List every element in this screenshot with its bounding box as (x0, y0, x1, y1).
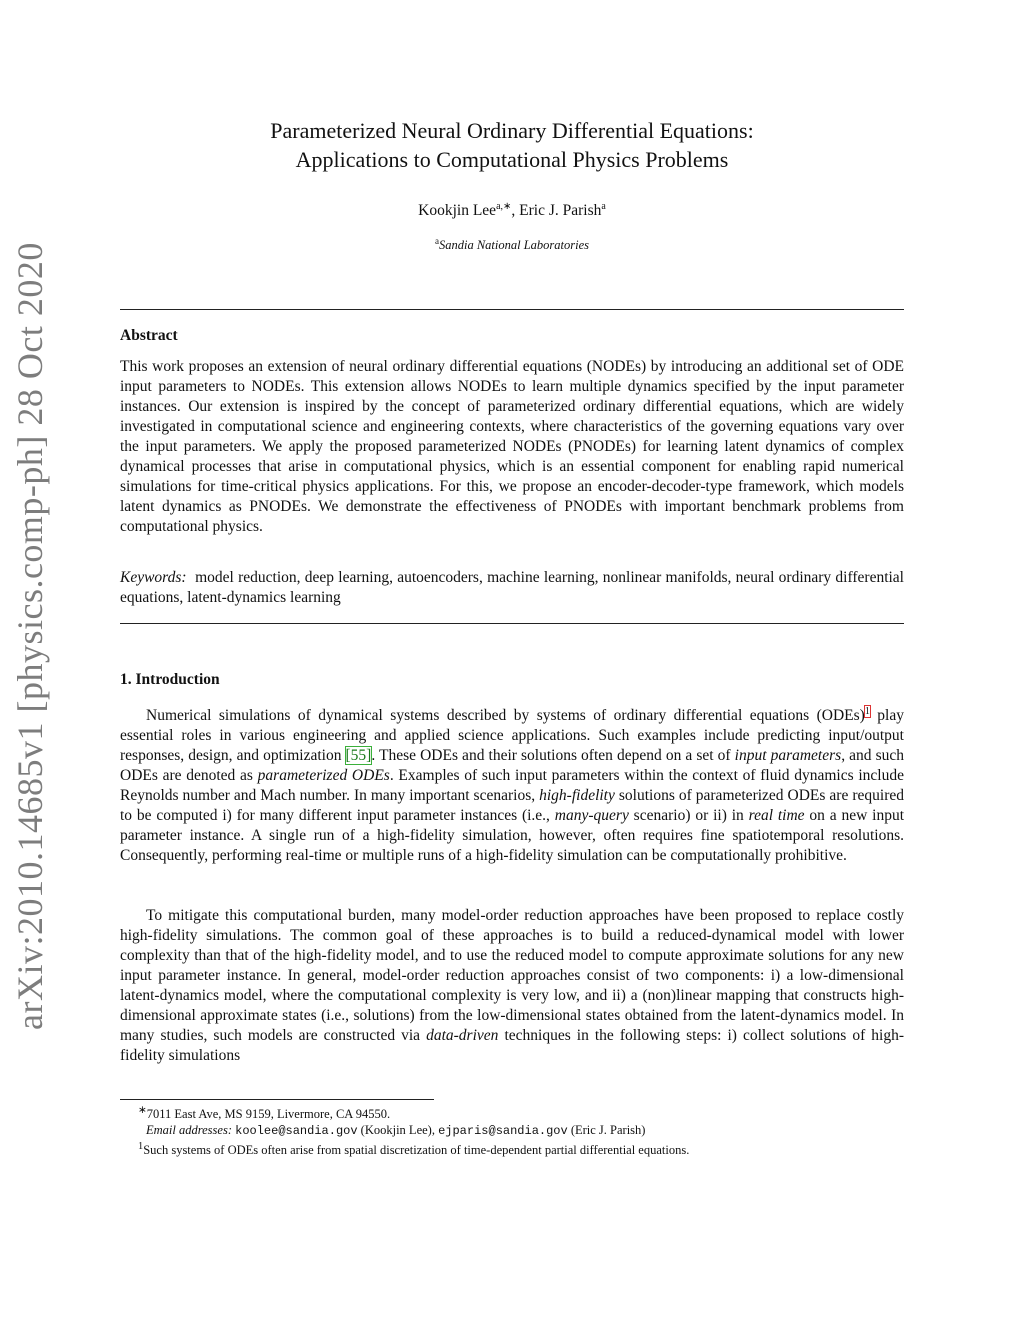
keywords (120, 568, 904, 608)
p1-emph-parameterized-odes: parameterized ODEs (257, 767, 390, 784)
abstract-top-rule (120, 309, 904, 310)
p1-text-e: . Examples of such input parameters within the context of fluid dynamics include Reynolds number and Mach number. In many important scenarios, (120, 767, 904, 804)
affiliation-mark: a (434, 236, 439, 246)
author-list (120, 201, 904, 220)
author-lee: Kookjin Lee (418, 202, 497, 220)
abstract-heading: Abstract (120, 327, 178, 344)
email-parish-link[interactable]: ejparis@sandia.gov (438, 1124, 568, 1139)
footnote-1-mark: 1 (138, 1141, 144, 1153)
keywords-label: Keywords: (120, 569, 187, 586)
p1-text-h: on a new input parameter instance. A single run of a high-fidelity simulation, however, often requires fine spatiotemporal resolutions. Consequently, performing real-time or multiple runs of a high-fidelity simulation can be computationally prohibitive. (120, 807, 904, 864)
p1-text-f: solutions of parameterized ODEs are required to be computed i) for many different input parameter instances (i.e., (120, 787, 904, 824)
p2-text-b: techniques in the following steps: i) collect solutions of high-fidelity simulations (120, 1027, 904, 1064)
email-lee-name: (Kookjin Lee), (357, 1123, 439, 1138)
author-parish: Eric J. Parish (519, 202, 602, 220)
email-label: Email addresses: (146, 1123, 232, 1138)
p1-text-d: , and such ODEs are denoted as (120, 747, 905, 784)
keywords-text: model reduction, deep learning, autoencoders, machine learning, nonlinear manifolds, neural ordinary differential equations, latent-dynamics learning (120, 569, 904, 606)
intro-paragraph-1 (120, 706, 904, 866)
footnote-star-mark: ∗ (138, 1105, 147, 1116)
p1-text-c: . These ODEs and their solutions often depend on a set of (371, 747, 735, 764)
footnote-1 (120, 1139, 904, 1158)
footnote-rule (120, 1099, 434, 1100)
email-lee-link[interactable]: koolee@sandia.gov (235, 1124, 358, 1139)
abstract-bottom-rule (120, 623, 904, 624)
author-separator: , (511, 202, 520, 220)
email-parish-name: (Eric J. Parish) (567, 1123, 646, 1138)
section-1-heading: 1. Introduction (120, 671, 220, 688)
arxiv-identifier: arXiv:2010.14685v1 [physics.comp-ph] 28 Oct 2020 (10, 242, 50, 1030)
footnote-corresponding-author (120, 1103, 904, 1122)
footnote-1-text: Such systems of ODEs often arise from spatial discretization of time-dependent partial differential equations. (143, 1143, 690, 1158)
affiliation (120, 236, 904, 253)
p2-emph-data-driven: data-driven (426, 1027, 499, 1044)
abstract-text: This work proposes an extension of neural ordinary differential equations (NODEs) by introducing an additional set of ODE input parameters to NODEs. This extension allows NODEs to learn multiple dynamics specified by the input parameter instances. Our extension is inspired by the concept of parameterized ordinary differential equations, which are widely investigated in computational science and engineering contexts, where characteristics of the governing equations vary over the input parameters. We apply the proposed parameterized NODEs (PNODEs) for learning latent dynamics of complex dynamical processes that arise in computational physics, which is an essential component for enabling rapid numerical simulations for time-critical physics applications. For this, we propose an encoder-decoder-type framework, which models latent dynamics as PNODEs. We demonstrate the effectiveness of PNODEs with important benchmark problems from computational physics. (120, 358, 904, 535)
p1-emph-input-parameters: input parameters (734, 747, 842, 764)
p1-text-g: scenario) or ii) in (628, 807, 749, 824)
title-line-1: Parameterized Neural Ordinary Differential Equations: (270, 118, 754, 143)
footnote-1-link[interactable]: 1 (864, 705, 870, 717)
author-lee-affiliation-mark: a,∗ (496, 201, 512, 212)
paper-title (120, 116, 904, 174)
intro-paragraph-2 (120, 906, 904, 1066)
footnote-address: 7011 East Ave, MS 9159, Livermore, CA 94550. (146, 1107, 391, 1122)
p2-text-a: To mitigate this computational burden, many model-order reduction approaches have been proposed to replace costly high-fidelity simulations. The common goal of these approaches is to build a reduced-dynamical model with lower complexity than that of the high-fidelity model, and to use the reduced model to compute approximate solutions for any new input parameter instance. In general, model-order reduction approaches consist of two components: i) a low-dimensional latent-dynamics model, where the computational complexity is very low, and ii) a (non)linear mapping that constructs high-dimensional approximate states (i.e., solutions) from the low-dimensional states obtained from the latent-dynamics model. In many studies, such models are constructed via (120, 907, 904, 1044)
affiliation-name: Sandia National Laboratories (438, 238, 590, 253)
p1-text-b: play essential roles in various engineering and applied science applications. Such examples include predicting input/output responses, design, and optimization (120, 707, 904, 764)
citation-55-link[interactable]: [55] (345, 747, 372, 764)
author-parish-affiliation-mark: a (601, 201, 606, 212)
p1-emph-high-fidelity: high-fidelity (539, 787, 615, 804)
footnote-emails (120, 1122, 904, 1139)
p1-emph-real-time: real time (748, 807, 805, 824)
p1-text-a: Numerical simulations of dynamical systems described by systems of ordinary differential equations (ODEs) (146, 707, 865, 724)
footnotes (120, 1103, 904, 1158)
title-line-2: Applications to Computational Physics Problems (295, 147, 729, 172)
p1-emph-many-query: many-query (554, 807, 629, 824)
